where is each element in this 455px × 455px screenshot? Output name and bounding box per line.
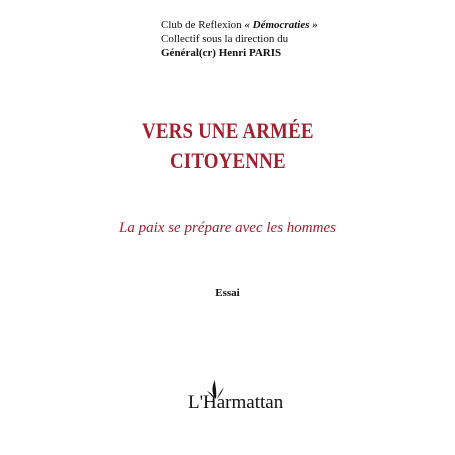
header-club-name: « Démocraties »	[244, 19, 318, 31]
publisher-mark	[188, 378, 328, 418]
book-subtitle: La paix se prépare avec les hommes	[119, 220, 336, 236]
cover-header	[161, 18, 401, 60]
header-collective-line: Collectif sous la direction du	[161, 33, 289, 45]
publisher-name: L'Harmattan	[188, 392, 284, 413]
book-title-line-2: CITOYENNE	[169, 148, 286, 173]
header-club-prefix: Club de Reflexion	[161, 19, 245, 31]
book-genre: Essai	[215, 287, 240, 299]
header-club-line	[161, 18, 401, 32]
book-title	[32, 116, 423, 176]
book-title-line-1: VERS UNE ARMÉE	[142, 118, 314, 143]
header-director-line: Général(cr) Henri PARIS	[161, 47, 282, 59]
